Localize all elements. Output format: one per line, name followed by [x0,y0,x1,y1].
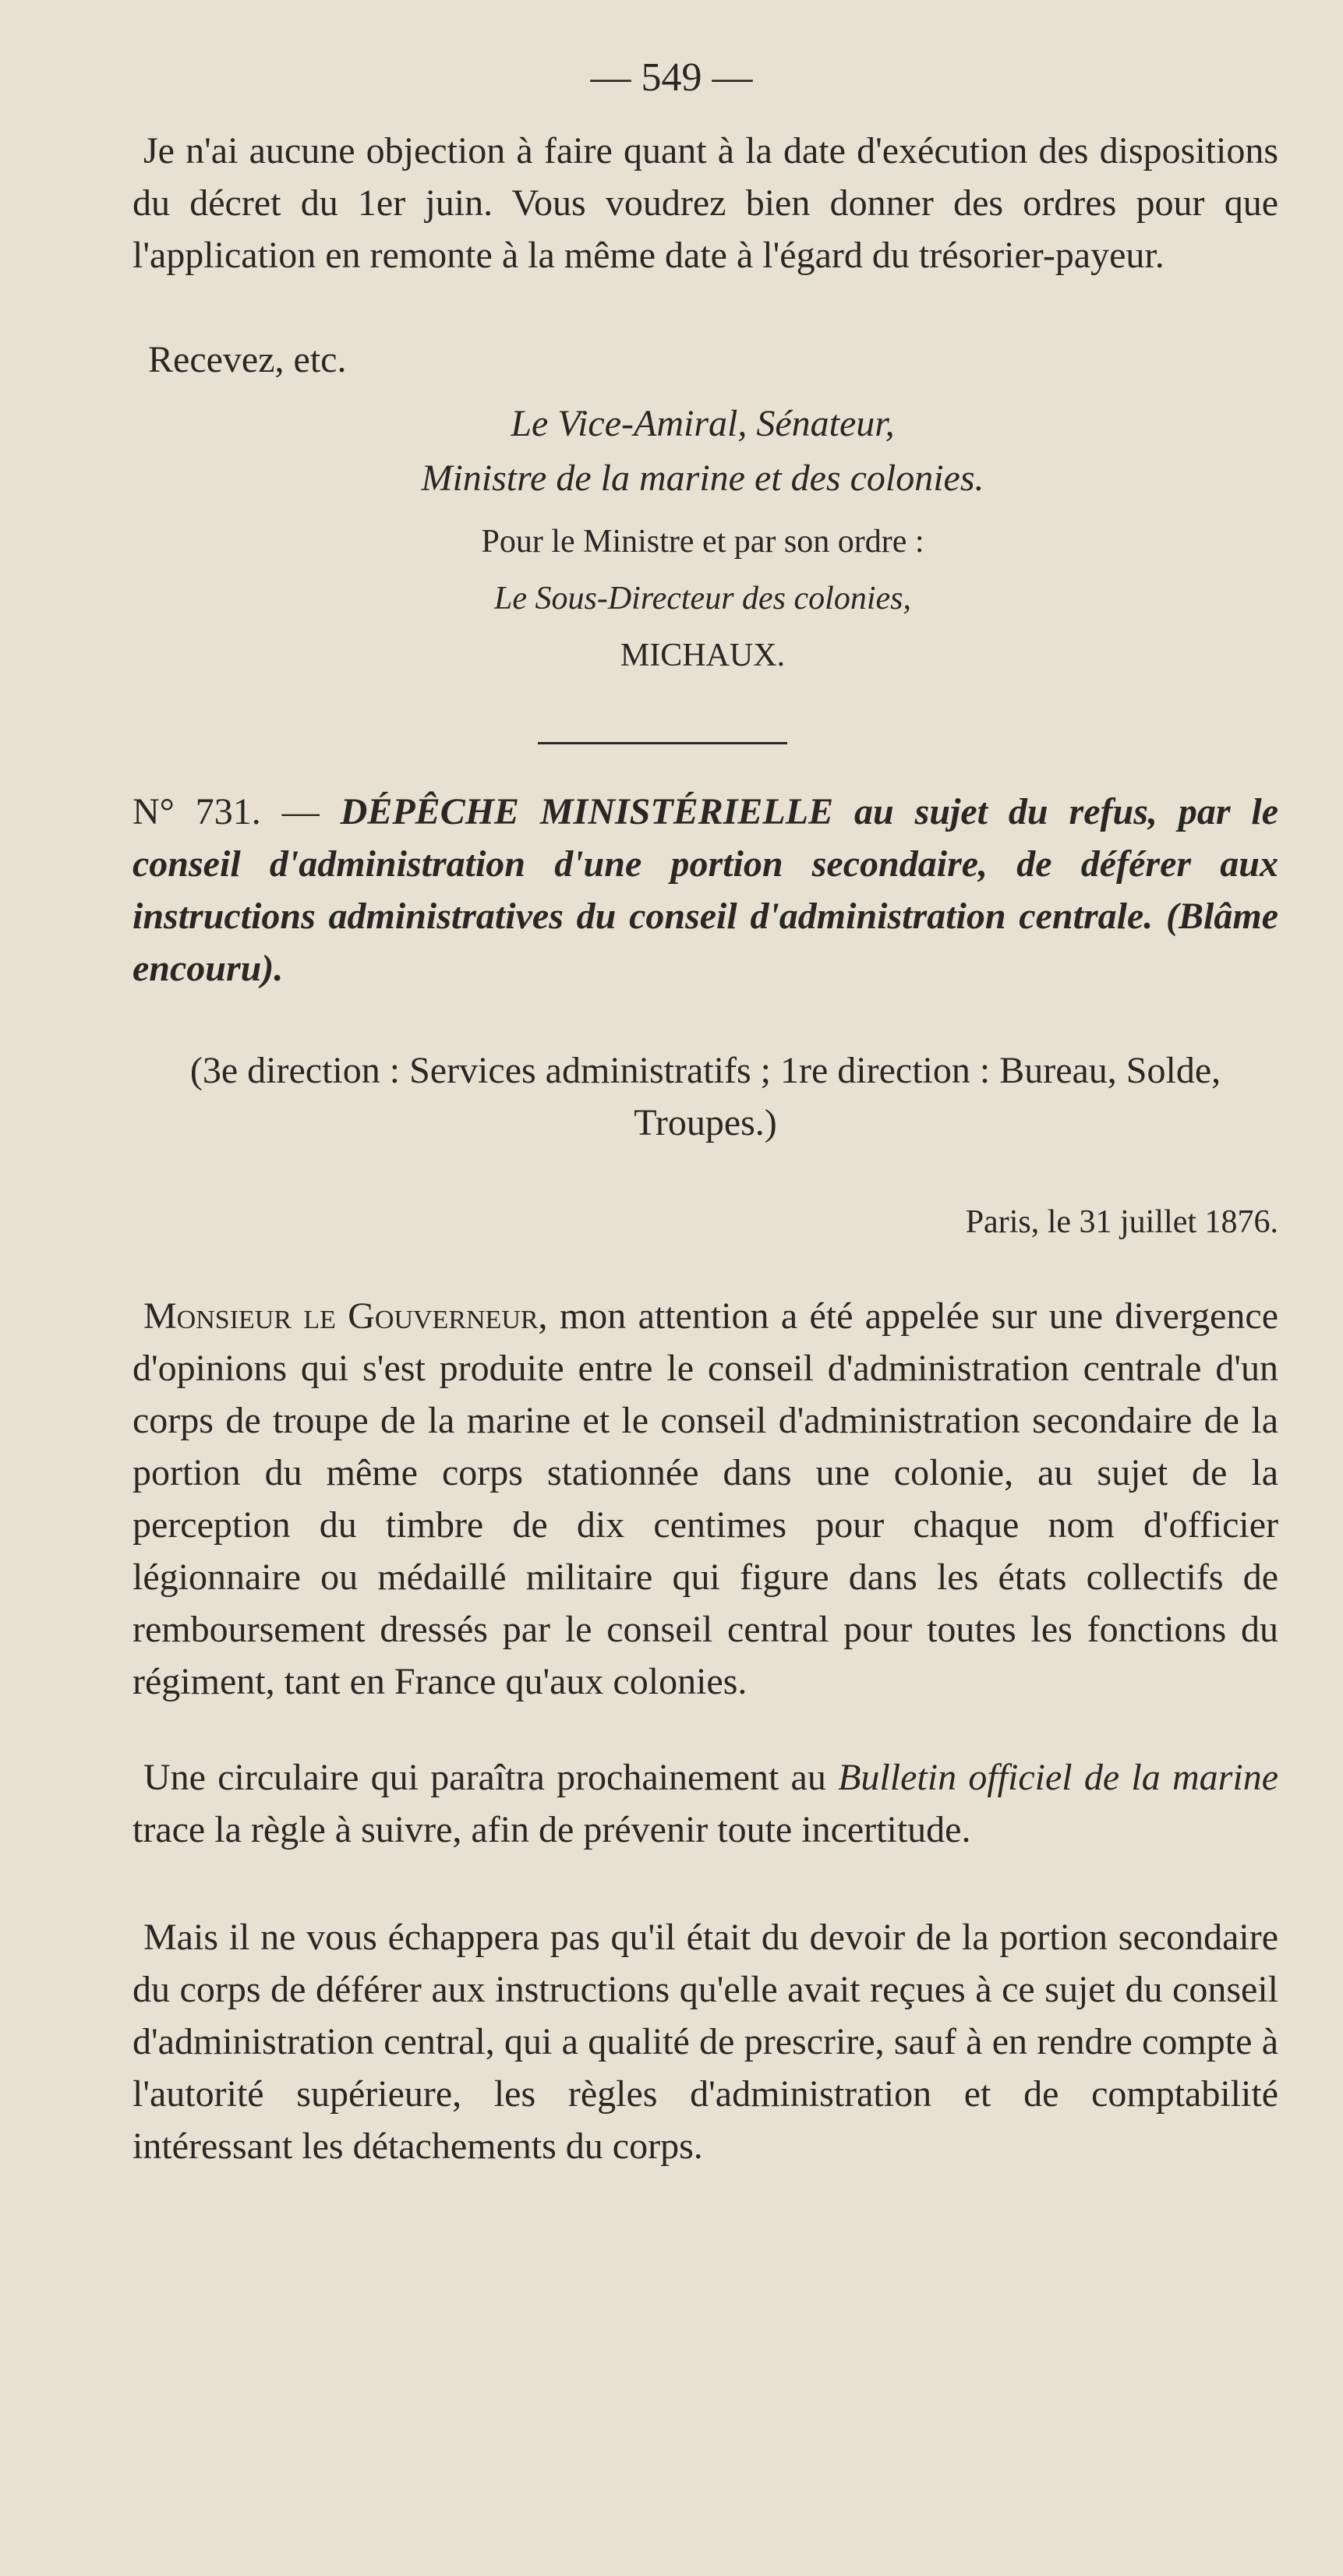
body-paragraph-1 [133,1290,1278,1708]
signature-title-line-1: Le Vice-Amiral, Sénateur, [511,403,895,444]
body-paragraph-2 [133,1911,1278,2172]
body-paragraph-1-text: mon attention a été appelée sur une divergence d'opinions qui s'est produite entre le conseil d'administration centrale d'un corps de troupe de la marine et le conseil d'administration secondaire de la portion du même corps stationnée dans une colonie, au sujet de la perception du timbre de dix centimes pour chaque nom d'officier légionnaire ou médaillé militaire qui figure dans les états collectifs de remboursement dressés par le conseil central pour toutes les fonctions du régiment, tant en France qu'aux colonies. [133,1295,1279,1702]
bulletin-title: Bulletin officiel de la marine [838,1757,1279,1798]
signature-title-line-2: Ministre de la marine et des colonies. [421,458,984,499]
directions-line: (3e direction : Services administratifs ; 1re direction : Bureau, Solde, Troupes.) [189,1050,1221,1143]
signature-order-line: Pour le Ministre et par son ordre : [481,524,924,560]
heading-rest: au sujet du refus, par le conseil d'administration d'une portion secondaire, de déférer aux instructions administratives du conseil d'administration centrale. (Blâme encouru). [133,791,1279,989]
document-date: Paris, le 31 juillet 1876. [965,1204,1278,1240]
salutation: Monsieur le Gouverneur, [143,1295,548,1337]
body-paragraph-2-text: Mais il ne vous échappera pas qu'il était du devoir de la portion secondaire du corps de déférer aux instructions qu'elle avait reçues à ce sujet du conseil d'administration central, qui a qualité de prescrire, sauf à en rendre compte à l'autorité supérieure, les règles d'administration et de comptabilité intéressant les détachements du corps. [133,1917,1278,2167]
signature-subdirector: Le Sous-Directeur des colonies, [493,581,911,617]
document-number: N° 731. [133,791,261,832]
previous-letter-text: Je n'ai aucune objection à faire quant à la date d'exécution des dispositions du décret du 1er juin. Vous voudrez bien donner des ordres pour que l'application en remonte à la même date à l'égard du trésorier-payeur. [133,130,1278,276]
previous-letter-paragraph [133,125,1278,281]
heading-main: DÉPÊCHE MINISTÉRIELLE [340,791,834,832]
page-number: — 549 — [590,55,753,100]
circular-paragraph [133,1751,1278,1856]
section-divider [538,742,787,744]
document-heading [133,786,1278,995]
circular-after: trace la règle à suivre, afin de prévenir toute incertitude. [133,1809,971,1850]
heading-dash: — [281,791,320,832]
circular-before: Une circulaire qui paraîtra prochainement au [143,1757,826,1798]
closing-formula: Recevez, etc. [148,339,347,380]
signature-name: MICHAUX. [620,638,786,673]
